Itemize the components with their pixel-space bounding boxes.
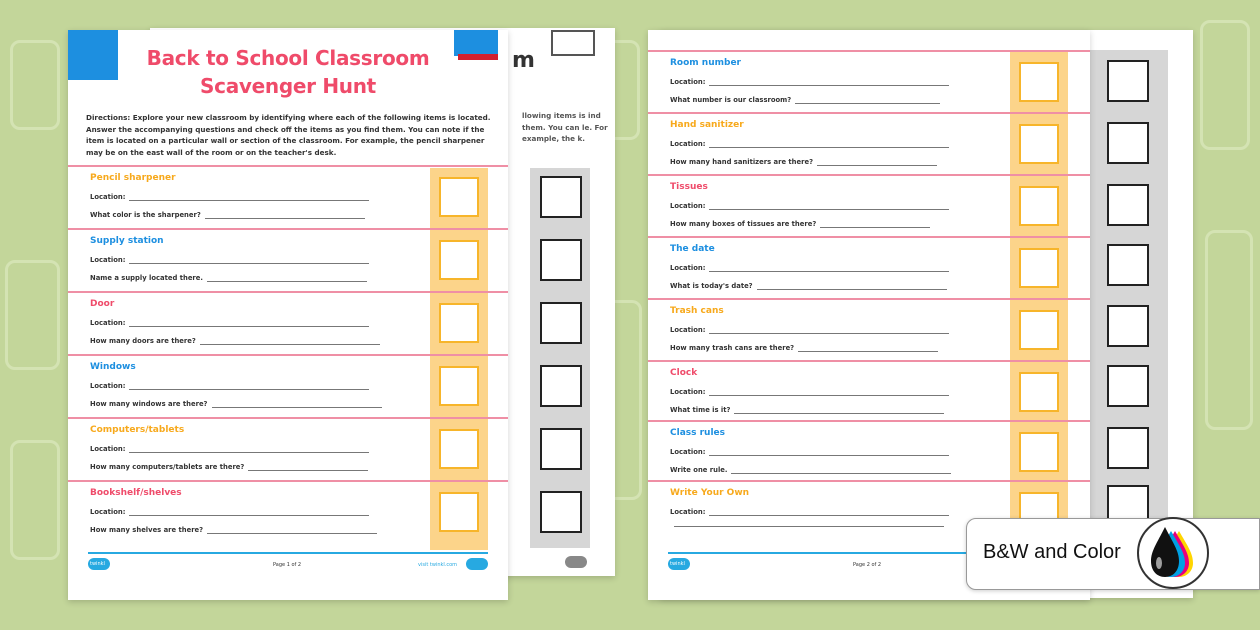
twinkl-logo-bw — [565, 556, 587, 568]
question-field[interactable] — [670, 220, 930, 228]
list-item — [68, 417, 508, 480]
item-title: Computers/tablets — [90, 425, 185, 435]
list-item — [648, 360, 1090, 420]
bw-directions-fragment: llowing items is ind them. You can le. For example, the k. — [522, 111, 608, 143]
question-field[interactable] — [670, 158, 937, 166]
location-field[interactable] — [670, 202, 949, 210]
question-label: What number is our classroom? — [670, 96, 792, 104]
bw-checkbox[interactable] — [1107, 184, 1149, 226]
item-title: Pencil sharpener — [90, 173, 176, 183]
item-checkbox[interactable] — [439, 177, 479, 217]
question-label: How many trash cans are there? — [670, 344, 795, 352]
item-checkbox[interactable] — [1019, 372, 1059, 412]
question-field[interactable] — [90, 400, 382, 408]
location-label: Location: — [90, 256, 126, 264]
question-label: What time is it? — [670, 406, 731, 414]
location-label: Location: — [90, 508, 126, 516]
location-field[interactable] — [90, 193, 369, 201]
question-field[interactable] — [90, 211, 365, 219]
item-checkbox[interactable] — [1019, 186, 1059, 226]
question-field[interactable] — [90, 274, 367, 282]
item-checkbox[interactable] — [439, 303, 479, 343]
bw-checkbox[interactable] — [1107, 427, 1149, 469]
bw-checkbox[interactable] — [1107, 244, 1149, 286]
bw-and-color-badge — [966, 518, 1260, 590]
item-checkbox[interactable] — [439, 492, 479, 532]
bw-checkbox[interactable] — [540, 365, 582, 407]
question-label: Name a supply located there. — [90, 274, 203, 282]
footer-url: visit twinkl.com — [418, 562, 458, 568]
location-field[interactable] — [670, 388, 949, 396]
list-item — [648, 112, 1090, 174]
question-label: Write one rule. — [670, 466, 728, 474]
directions-text: Directions: Explore your new classroom by identifying where each of the following items is located. Answer the accompanying questions and check off the items as you find them. You can note if the item is located on a particular wall or section of the classroom. For example, the pencil sharpener may be on the east wall of the room or on the teacher's desk. — [86, 113, 491, 157]
footer-divider — [88, 552, 488, 554]
location-field[interactable] — [670, 326, 949, 334]
background-doodle — [10, 40, 60, 130]
item-checkbox[interactable] — [1019, 310, 1059, 350]
item-title: Door — [90, 299, 115, 309]
question-field[interactable] — [670, 344, 938, 352]
question-label: What color is the sharpener? — [90, 211, 201, 219]
background-doodle — [1205, 230, 1253, 430]
location-field[interactable] — [90, 256, 369, 264]
list-item — [648, 236, 1090, 298]
background-doodle — [1200, 20, 1250, 150]
question-field[interactable] — [670, 466, 951, 474]
location-field[interactable] — [90, 319, 369, 327]
title-line-2: Scavenger Hunt — [200, 74, 376, 98]
item-title: Windows — [90, 362, 136, 372]
item-title: Bookshelf/shelves — [90, 488, 182, 498]
title-line-1: Back to School Classroom — [146, 46, 430, 70]
list-item — [648, 50, 1090, 112]
location-field[interactable] — [90, 382, 369, 390]
location-label: Location: — [670, 326, 706, 334]
item-title: Tissues — [670, 182, 708, 192]
item-checkbox[interactable] — [439, 240, 479, 280]
background-doodle — [10, 440, 60, 560]
location-field[interactable] — [670, 78, 949, 86]
item-title: Class rules — [670, 428, 726, 438]
ink-drops-icon — [1137, 517, 1209, 589]
item-checkbox[interactable] — [1019, 62, 1059, 102]
bw-checkbox[interactable] — [540, 428, 582, 470]
bw-checkbox[interactable] — [540, 176, 582, 218]
item-checkbox[interactable] — [1019, 432, 1059, 472]
bw-checkbox[interactable] — [1107, 122, 1149, 164]
question-label: How many hand sanitizers are there? — [670, 158, 814, 166]
footer-logo-text: twinkl — [670, 561, 685, 567]
question-label: How many computers/tablets are there? — [90, 463, 245, 471]
question-field[interactable] — [90, 526, 377, 534]
question-field[interactable] — [90, 337, 380, 345]
bw-checkbox[interactable] — [1107, 60, 1149, 102]
location-label: Location: — [670, 202, 706, 210]
question-label: How many shelves are there? — [90, 526, 204, 534]
location-field[interactable] — [670, 264, 949, 272]
question-field[interactable] — [670, 96, 940, 104]
bw-title-fragment: m — [512, 48, 535, 73]
bw-checkbox[interactable] — [540, 491, 582, 533]
location-label: Location: — [90, 382, 126, 390]
bw-checkbox[interactable] — [1107, 365, 1149, 407]
twinkl-logo-small — [466, 558, 488, 570]
item-title: Write Your Own — [670, 488, 750, 498]
bw-checkbox[interactable] — [1107, 305, 1149, 347]
item-checkbox[interactable] — [439, 429, 479, 469]
location-label: Location: — [670, 508, 706, 516]
bw-checkbox[interactable] — [540, 239, 582, 281]
location-label: Location: — [90, 319, 126, 327]
location-label: Location: — [670, 448, 706, 456]
question-field[interactable] — [670, 282, 947, 290]
badge-label: B&W and Color — [983, 541, 1121, 563]
location-field[interactable] — [90, 445, 369, 453]
item-checkbox[interactable] — [439, 366, 479, 406]
item-title: Supply station — [90, 236, 164, 246]
location-field[interactable] — [670, 140, 949, 148]
location-label: Location: — [670, 388, 706, 396]
item-checkbox[interactable] — [1019, 124, 1059, 164]
item-title: Hand sanitizer — [670, 120, 744, 130]
location-label: Location: — [670, 78, 706, 86]
list-item — [68, 291, 508, 354]
location-label: Location: — [90, 445, 126, 453]
location-label: Location: — [670, 140, 706, 148]
color-worksheet-page-2 — [648, 30, 1090, 600]
question-label: How many doors are there? — [90, 337, 196, 345]
question-field[interactable] — [90, 463, 368, 471]
item-checkbox[interactable] — [1019, 248, 1059, 288]
list-item — [648, 420, 1090, 480]
question-label: How many windows are there? — [90, 400, 208, 408]
worksheet-title — [98, 44, 478, 100]
list-item — [648, 298, 1090, 360]
background-doodle — [5, 260, 60, 370]
page-number: Page 1 of 2 — [273, 562, 302, 568]
question-label: How many boxes of tissues are there? — [670, 220, 817, 228]
pencil-icon — [551, 30, 595, 56]
page-number: Page 2 of 2 — [853, 562, 882, 568]
item-title: The date — [670, 244, 715, 254]
location-field[interactable] — [90, 508, 369, 516]
item-title: Clock — [670, 368, 698, 378]
list-item — [68, 354, 508, 417]
color-worksheet-page-1 — [68, 30, 508, 600]
bw-checkbox[interactable] — [540, 302, 582, 344]
footer-logo-text: twinkl — [90, 561, 105, 567]
location-field[interactable] — [670, 508, 949, 516]
question-field[interactable] — [670, 406, 944, 414]
list-item — [68, 480, 508, 550]
extra-line[interactable] — [670, 526, 944, 527]
list-item — [68, 228, 508, 291]
item-title: Room number — [670, 58, 741, 68]
item-title: Trash cans — [670, 306, 724, 316]
location-label: Location: — [90, 193, 126, 201]
list-item — [68, 165, 508, 228]
question-label: What is today's date? — [670, 282, 753, 290]
location-field[interactable] — [670, 448, 949, 456]
list-item — [648, 174, 1090, 236]
location-label: Location: — [670, 264, 706, 272]
